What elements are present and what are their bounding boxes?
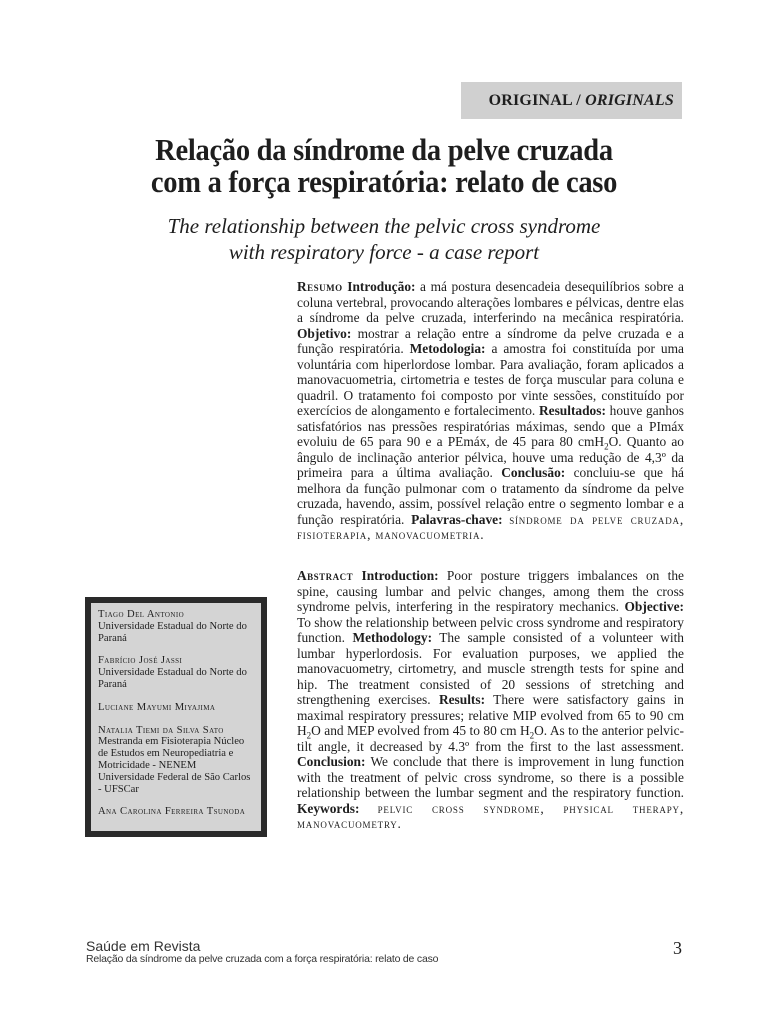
author-name: Natalia Tiemi da Silva Sato — [98, 724, 224, 736]
abstract-met: The sample consisted of a volunteer with lumbar hyperlordosis. For evaluation purposes, we applied the manovacuometry, cirtometry, and muscle strength tests for spine and hip. The treatment consisted of 20 sessions of stretching and strengthening exercises. — [297, 630, 684, 707]
abstract-intro-label: Introduction: — [361, 568, 439, 583]
abstract-paragraph — [297, 568, 684, 832]
section-tag — [461, 82, 682, 119]
abstract-obj: To show the relationship between pelvic cross syndrome and respiratory function. — [297, 614, 684, 645]
abstract-conc: We conclude that there is improvement in lung function with the treatment of pelvic cross syndrome, so there is a possible relationship between the lumbar segment and the respiratory function. — [297, 754, 685, 800]
author-name: Tiago Del Antonio — [98, 609, 185, 620]
resumo-res-a: houve ganhos satisfatórios nas pressões respiratórias máximas, sendo que a PImáx evoluiu de 65 para 90 e a PEmáx, de 45 para 80 cmH — [297, 403, 684, 449]
resumo-kw-label: Palavras-chave: — [411, 511, 503, 527]
page-number: 3 — [673, 938, 682, 958]
resumo-paragraph — [297, 279, 684, 543]
author-affiliation: Mestranda em Fisioterapia Núcleo de Estudos em Neuropediatria e Motricidade - NENEM Universidade Federal de São Carlos - UFSCar — [98, 736, 251, 795]
resumo-obj-label: Objetivo: — [297, 325, 352, 341]
abstract-res-c: O. As to the anterior pelvic-tilt angle, it decreased by 4.3º from the first to the last assessment. — [297, 723, 684, 754]
resumo-met-label: Metodologia: — [409, 341, 486, 356]
abstract-res-sub1: 2 — [306, 730, 312, 741]
footer-running-title: Relação da síndrome da pelve cruzada com a força respiratória: relato de caso — [86, 953, 439, 965]
resumo-intro: a má postura desencadeia desequilíbrios sobre a coluna vertebral, provocando alterações lombares e pélvicas, dentre elas a síndrome da pelve cruzada, interferindo na mecânica respiratória. — [297, 279, 684, 325]
abstract-res-a: There were satisfactory gains in maximal respiratory pressures; relative MIP evolved from 65 to 90 cm H — [297, 692, 685, 738]
abstract-intro: Poor posture triggers imbalances on the spine, causing lumbar and pelvic changes, among them the cross syndrome pelvis, interfering in the respiratory mechanics. — [297, 568, 684, 614]
abstract-keywords: pelvic cross syndrome, physical therapy, manovacuometry. — [297, 800, 684, 831]
author-entry — [98, 725, 255, 796]
author-name: Luciane Mayumi Miyajima — [98, 701, 216, 713]
author-name: Fabrício José Jassi — [98, 655, 183, 667]
resumo-label: Resumo — [297, 279, 343, 294]
abstract-res-sub2: 2 — [529, 730, 535, 741]
abstract-conc-label: Conclusion: — [297, 754, 366, 769]
abstract-obj-label: Objective: — [624, 599, 684, 614]
author-entry — [98, 655, 255, 690]
resumo-obj: mostrar a relação entre a síndrome da pelve cruzada e a função respiratória. — [297, 325, 684, 356]
author-name: Ana Carolina Ferreira Tsunoda — [98, 806, 246, 818]
resumo-keywords: síndrome da pelve cruzada, fisioterapia, manovacuometria. — [297, 511, 684, 542]
footer-journal-name: Saúde em Revista — [86, 938, 201, 954]
authors-box — [85, 597, 267, 837]
abstract-block — [297, 568, 684, 832]
abstract-res-label: Results: — [438, 692, 486, 707]
author-entry — [98, 702, 255, 714]
author-affiliation: Universidade Estadual do Norte do Paraná — [98, 620, 247, 644]
abstract-met-label: Methodology: — [352, 630, 433, 645]
abstract-res-b: O and MEP evolved from 45 to 80 cm H — [311, 723, 530, 738]
abstract-kw-label: Keywords: — [297, 800, 360, 816]
resumo-res-sub: 2 — [604, 441, 609, 452]
resumo-res-label: Resultados: — [538, 403, 606, 418]
resumo-res-b: O. Quanto ao ângulo de inclinação anterior pélvica, houve uma redução de 4,3º da primeira para a última avaliação. — [297, 434, 684, 480]
resumo-met: a amostra foi constituída por uma voluntária com hiperlordose lombar. Para avaliação, foram aplicados a manovacuometria, cirtometria e testes de força muscular para coluna e quadril. O tratamento foi composto por vinte sessões, constituído por exercícios de alongamento e fortalecimento. — [297, 341, 684, 418]
subtitle-line-1: The relationship between the pelvic cross syndrome — [167, 214, 601, 238]
author-entry — [98, 609, 255, 644]
section-tag-originals: ORIGINALS — [585, 91, 674, 109]
title-line-2: com a força respiratória: relato de caso — [150, 164, 618, 199]
author-entry — [98, 806, 255, 818]
title-line-1: Relação da síndrome da pelve cruzada — [155, 132, 613, 167]
resumo-conc-label: Conclusão: — [501, 465, 566, 480]
resumo-block — [297, 279, 684, 543]
article-title — [31, 134, 738, 198]
author-affiliation: Universidade Estadual do Norte do Paraná — [98, 667, 247, 690]
resumo-conc: concluiu-se que há melhora da função pulmonar com o tratamento da síndrome da pelve cruzada, havendo, assim, possível relação entre o segmento lombar e a função respiratória. — [297, 465, 684, 527]
section-tag-original: ORIGINAL / — [488, 91, 581, 109]
article-subtitle — [0, 213, 768, 265]
subtitle-line-2: with respiratory force - a case report — [228, 240, 540, 264]
resumo-intro-label: Introdução: — [347, 279, 416, 294]
abstract-label: Abstract — [297, 568, 354, 583]
authors-list — [91, 603, 261, 831]
